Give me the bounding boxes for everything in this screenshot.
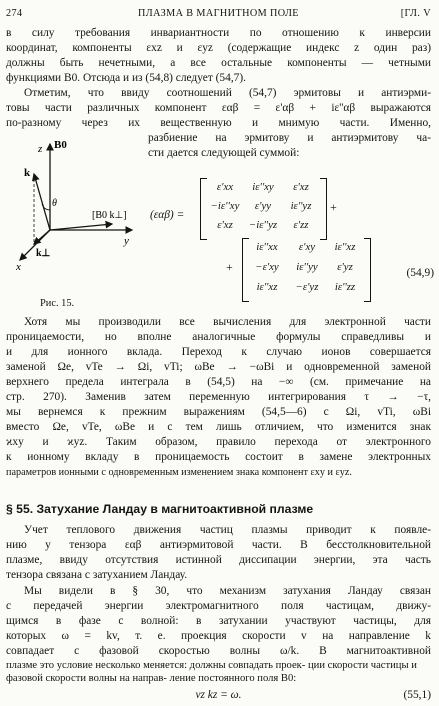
right-bracket	[320, 178, 327, 240]
matrix-cell: iε''yz	[290, 200, 312, 212]
text-line: Мы видели в § 30, что механизм затухания Ландау связан	[24, 585, 431, 597]
equation-number: (54,9)	[406, 267, 434, 279]
section-heading: § 55. Затухание Ландау в магнитоактивной плазме	[6, 502, 314, 516]
text-line: Учет теплового движения частиц плазмы приводит к появле-	[24, 524, 431, 536]
matrix-cell: ε'xx	[216, 181, 234, 193]
text-line: товы части различных компонент εαβ = ε'αβ + iε''αβ выражаются	[6, 102, 431, 114]
coordinate-diagram	[14, 132, 144, 272]
matrix-cell: ε'xz	[217, 219, 233, 231]
text-line: тензора связана с затуханием Ландау.	[6, 569, 188, 581]
text-line: координат, компоненты εxz и εyz (содержащие индекс z один раз)	[6, 42, 431, 54]
matrix-equation	[150, 178, 434, 304]
figure-label: x	[16, 261, 21, 272]
text-line: разбиение на эрмитову и антиэрмитову ча-	[148, 132, 431, 144]
text-line: и для ионного вклада. Переход к случаю ионов совершается	[6, 346, 431, 358]
right-bracket	[364, 238, 371, 302]
text-line: проницаемости, но вполне аналогичные формулы справедливы и	[6, 331, 431, 343]
text-line: совпадает с фазовой скоростью волны ω/k. В магнитоактивной	[6, 645, 431, 657]
text-line: стр. 270). Заменив затем переменную интегрирования τ → −τ,	[6, 391, 431, 403]
matrix-cell: −ε'xy	[255, 261, 279, 273]
left-bracket	[242, 238, 249, 302]
text-line: щимся в фазе с волной: в затухании участвуют частицы, для	[6, 615, 431, 627]
matrix-cell: ε'xz	[293, 181, 309, 193]
text-line: по-разному через их вещественную и мнимую части. Именно,	[6, 117, 431, 129]
figure-label: k⊥	[36, 248, 51, 259]
page-number: 274	[6, 8, 23, 19]
running-title: ПЛАЗМА В МАГНИТНОМ ПОЛЕ	[138, 8, 299, 19]
text-line: должны быть нечетными, а все остальные компоненты — четными	[6, 57, 431, 69]
matrix-cell: ε'zz	[293, 219, 309, 231]
matrix-cell: ε'yy	[254, 200, 272, 212]
text-line: ϰxy и ϰyz. Таким образом, правило перехода от электронного	[6, 436, 431, 448]
matrix-cell: −iε''yz	[248, 219, 278, 231]
text-line: плазме это условие несколько меняется: должны совпадать проек- ции скорости частицы и фазовой скорости волны на направ- ление постоянного поля B0:	[6, 660, 417, 684]
figure-label: [B0 k⊥]	[92, 210, 127, 221]
running-header	[6, 6, 431, 20]
text-line: вместо Ωe, vTe, ωBe и с тем лишь отличием, что изменится знак	[6, 421, 431, 433]
text-line: к ионному вкладу в проницаемость состоит в замене электронных	[6, 451, 431, 463]
text-line: в силу требования инвариантности по отношению к инверсии	[6, 27, 431, 39]
plus-sign: +	[330, 200, 337, 214]
left-bracket	[200, 178, 207, 240]
text-line: плазме, ввиду отсутствия истинной диссипации энергии, эта часть	[6, 554, 431, 566]
figure-label: k	[24, 167, 31, 179]
plus-sign: +	[226, 260, 233, 274]
figure-label: z	[38, 143, 43, 155]
matrix-cell: −iε''xy	[210, 200, 240, 212]
matrix-cell: iε''xz	[334, 241, 356, 253]
text-line: которых ω = kv, т. е. проекция скорости v на направление k	[6, 630, 431, 642]
matrix-cell: iε''xx	[256, 241, 278, 253]
chapter-marker: [ГЛ. V	[400, 8, 431, 19]
text-line: Отметим, что ввиду соотношений (54,7) эрмитовы и антиэрми-	[24, 87, 431, 99]
matrix-cell: iε''zz	[334, 281, 356, 293]
b0-kperp-vector	[50, 224, 112, 230]
matrix-cell: iε''xy	[252, 181, 274, 193]
matrix-lhs: (εαβ) =	[150, 209, 185, 221]
text-line: верхнего предела интеграла в (54,5) на −∞ (см. примечание на	[6, 376, 431, 388]
matrix-cell: −ε'yz	[295, 281, 319, 293]
matrix-cell: ε'xy	[298, 241, 316, 253]
matrix-cell: iε''yy	[296, 261, 318, 273]
text-line: с передачей энергии электромагнитного поля частицам, движу-	[6, 600, 431, 612]
k-vector	[34, 174, 50, 230]
k-perp-vector	[34, 230, 50, 244]
matrix-cell: ε'yz	[337, 261, 353, 273]
figure-15	[14, 132, 144, 272]
matrix-cell: iε''xz	[256, 281, 278, 293]
text-line: сти дается следующей суммой:	[148, 147, 300, 159]
text-line: параметров ионными с одновременным изменением знака компонент εxy и εyz.	[6, 467, 352, 478]
text-line: Хотя мы производили все вычисления для электронной части	[24, 316, 431, 328]
text-line: нию у тензора εαβ антиэрмитовой части. В бесстолкновительной	[6, 539, 431, 551]
equation-body: vz kz = ω.	[195, 689, 242, 701]
figure-label: θ	[52, 198, 57, 209]
equation-number: (55,1)	[403, 689, 431, 701]
text-line: заменой Ωe, vTe → Ωi, vTi; ωBe → −ωBi и одновременной заменой	[6, 361, 431, 373]
figure-label: B0	[54, 139, 67, 151]
text-line: функциями B0. Отсюда и из (54,8) следует (54,7).	[6, 72, 247, 84]
text-line: мы вернемся к прежним выражениям (54,5—6) с Ωi, vTi, ωBi	[6, 406, 431, 418]
figure-caption: Рис. 15.	[40, 298, 75, 309]
figure-label: y	[124, 235, 129, 247]
